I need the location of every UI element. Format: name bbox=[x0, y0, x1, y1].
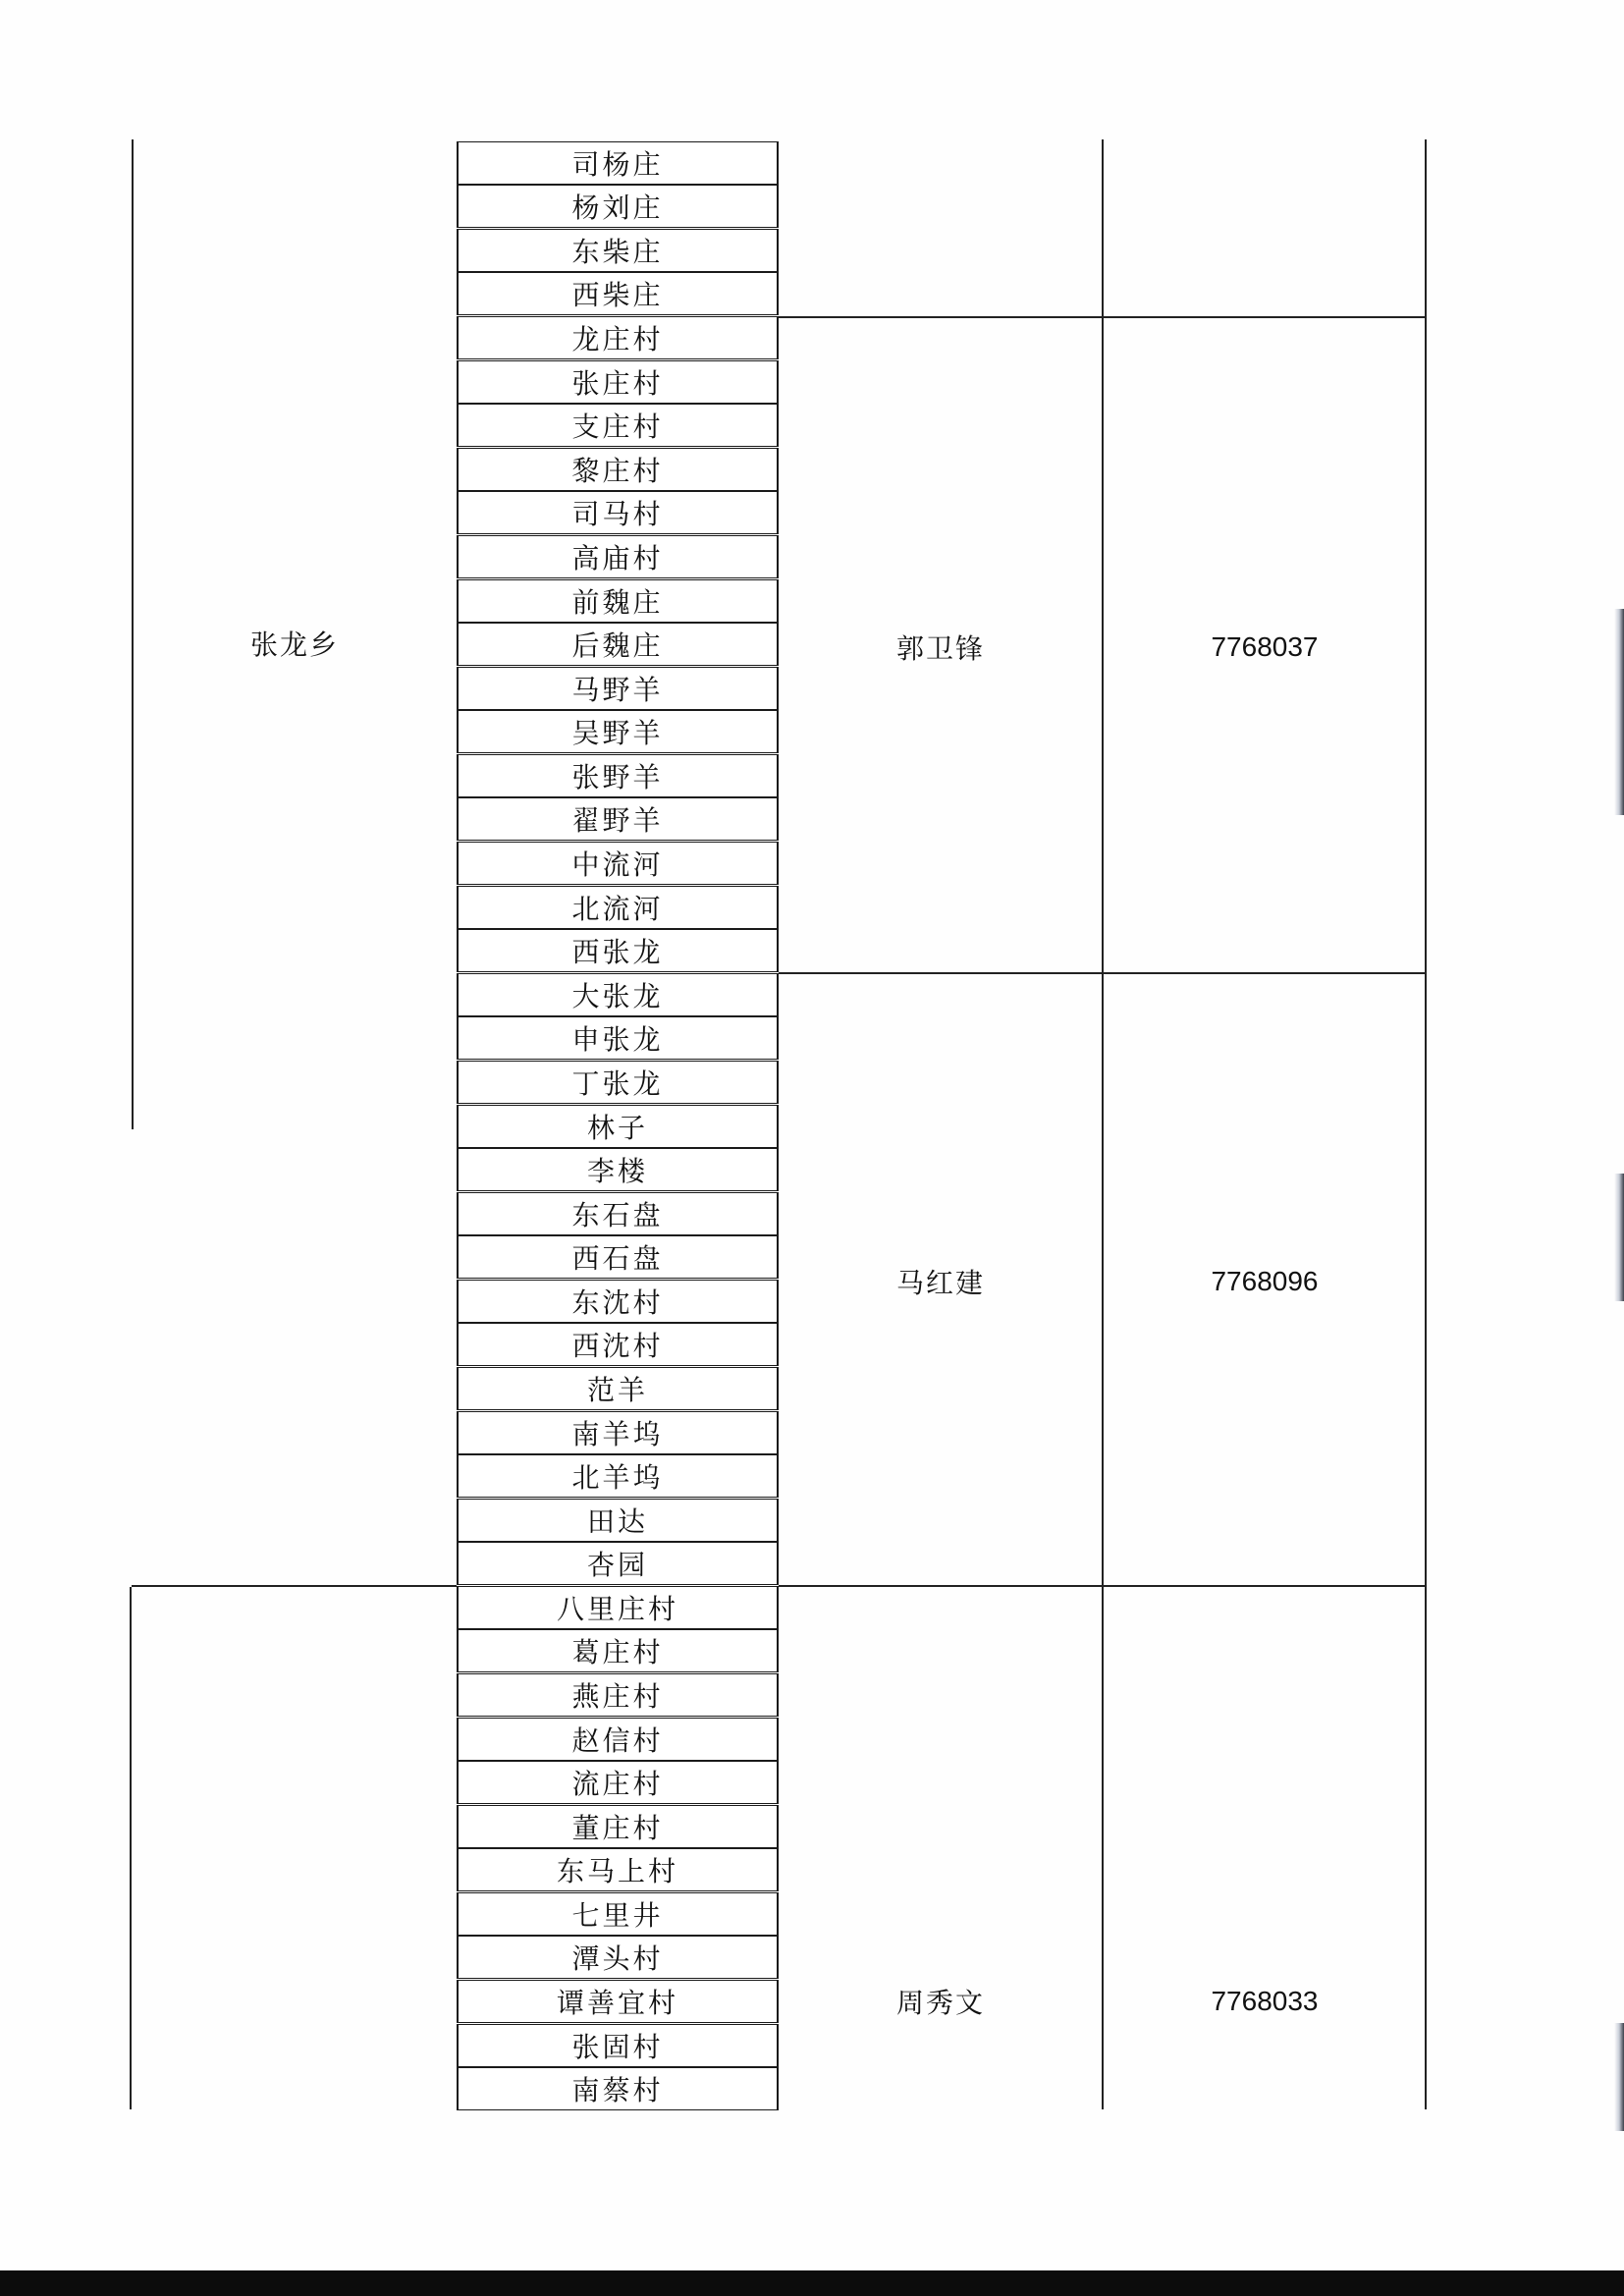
contact-name: 马红建 bbox=[895, 1267, 985, 1299]
village-cell: 杨刘庄 bbox=[457, 185, 779, 228]
town-name: 张龙乡 bbox=[249, 629, 339, 661]
village-cell: 八里庄村 bbox=[457, 1586, 779, 1629]
village-cell: 吴野羊 bbox=[457, 710, 779, 753]
village-cell: 西柴庄 bbox=[457, 272, 779, 315]
group-separator-2 bbox=[779, 972, 1427, 974]
village-cell: 马野羊 bbox=[457, 667, 779, 710]
village-cell: 龙庄村 bbox=[457, 316, 779, 359]
village-cell: 张固村 bbox=[457, 2024, 779, 2067]
village-cell: 燕庄村 bbox=[457, 1673, 779, 1717]
village-cell: 东马上村 bbox=[457, 1848, 779, 1891]
village-cell: 西沈村 bbox=[457, 1323, 779, 1366]
village-cell: 南蔡村 bbox=[457, 2067, 779, 2110]
village-cell: 林子 bbox=[457, 1105, 779, 1148]
village-cell: 南羊坞 bbox=[457, 1411, 779, 1454]
village-cell: 中流河 bbox=[457, 842, 779, 885]
village-cell: 潭头村 bbox=[457, 1936, 779, 1979]
scan-bottom-band bbox=[0, 2270, 1624, 2296]
group-separator-1 bbox=[779, 316, 1427, 318]
village-cell: 流庄村 bbox=[457, 1761, 779, 1804]
village-cell: 七里井 bbox=[457, 1892, 779, 1936]
scan-edge-artifact bbox=[1614, 1174, 1624, 1301]
village-cell: 西张龙 bbox=[457, 929, 779, 972]
village-cell: 翟野羊 bbox=[457, 797, 779, 841]
contact-name: 郭卫锋 bbox=[895, 632, 985, 665]
village-cell: 支庄村 bbox=[457, 404, 779, 447]
scan-edge-artifact bbox=[1614, 2023, 1624, 2131]
scan-edge-artifact bbox=[1614, 609, 1624, 815]
village-cell: 高庙村 bbox=[457, 535, 779, 578]
village-cell: 张野羊 bbox=[457, 754, 779, 797]
village-cell: 赵信村 bbox=[457, 1718, 779, 1761]
village-cell: 大张龙 bbox=[457, 973, 779, 1016]
contact-phone: 7768037 bbox=[1211, 631, 1319, 662]
table-border-left-lower bbox=[130, 1587, 132, 2109]
village-cell: 司马村 bbox=[457, 491, 779, 534]
village-cell: 张庄村 bbox=[457, 360, 779, 404]
village-cell: 北流河 bbox=[457, 886, 779, 929]
village-cell: 后魏庄 bbox=[457, 623, 779, 666]
village-cell: 司杨庄 bbox=[457, 141, 779, 185]
table-border-right bbox=[1425, 139, 1427, 2109]
contact-name: 周秀文 bbox=[895, 1987, 985, 2019]
village-cell: 董庄村 bbox=[457, 1805, 779, 1848]
village-cell: 李楼 bbox=[457, 1148, 779, 1191]
village-cell: 田达 bbox=[457, 1499, 779, 1542]
village-cell: 杏园 bbox=[457, 1542, 779, 1585]
village-cell: 东柴庄 bbox=[457, 229, 779, 272]
village-cell: 申张龙 bbox=[457, 1016, 779, 1060]
village-cell: 前魏庄 bbox=[457, 579, 779, 623]
village-cell: 东沈村 bbox=[457, 1280, 779, 1323]
village-cell: 范羊 bbox=[457, 1367, 779, 1410]
village-cell: 葛庄村 bbox=[457, 1629, 779, 1672]
village-cell: 谭善宜村 bbox=[457, 1980, 779, 2023]
contact-phone: 7768033 bbox=[1211, 1986, 1319, 2016]
group-separator-3-left bbox=[132, 1585, 457, 1587]
village-cell: 黎庄村 bbox=[457, 448, 779, 491]
village-cell: 东石盘 bbox=[457, 1192, 779, 1235]
village-cell: 西石盘 bbox=[457, 1235, 779, 1279]
person-column-border bbox=[1102, 139, 1104, 2109]
village-cell: 丁张龙 bbox=[457, 1061, 779, 1104]
village-cell: 北羊坞 bbox=[457, 1454, 779, 1498]
group-separator-3-right bbox=[779, 1585, 1427, 1587]
contact-phone: 7768096 bbox=[1211, 1266, 1319, 1296]
